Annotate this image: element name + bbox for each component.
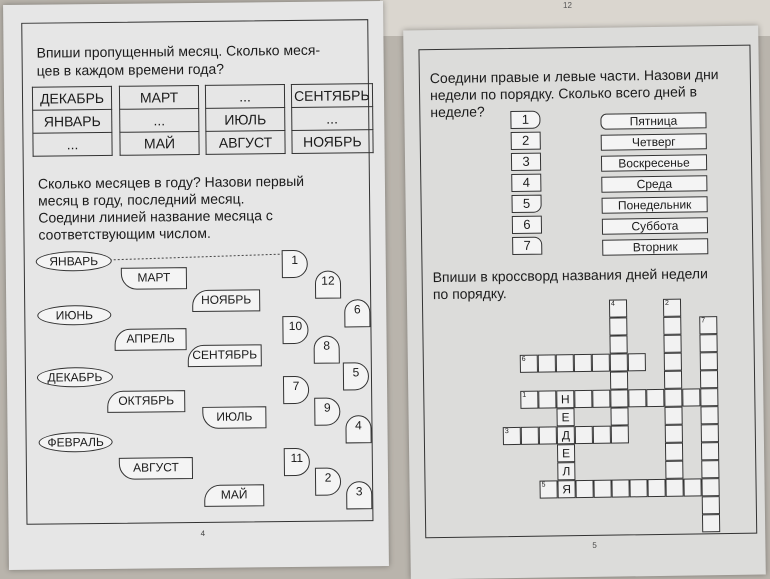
crossword-cell[interactable] xyxy=(682,388,700,406)
number-badge: 4 xyxy=(345,415,371,443)
crossword-cell[interactable] xyxy=(593,480,611,498)
month-label-tab: ОКТЯБРЬ xyxy=(107,390,185,413)
crossword-number: 2 xyxy=(664,299,669,307)
month-label-tab: АПРЕЛЬ xyxy=(114,328,186,351)
crossword-cell[interactable] xyxy=(665,461,683,479)
day-number-piece: 2 xyxy=(511,132,541,150)
day-name-piece: Четверг xyxy=(601,133,707,150)
crossword-cell[interactable] xyxy=(663,317,681,335)
crossword-cell[interactable] xyxy=(628,353,646,371)
month-label-tab: СЕНТЯБРЬ xyxy=(188,344,262,367)
crossword-cell[interactable] xyxy=(574,354,592,372)
rtask1-line3: неделе? xyxy=(430,103,485,121)
rtask1-line2: недели по порядку. Сколько всего дней в xyxy=(429,83,698,104)
table-cell: ДЕКАБРЬ xyxy=(32,86,111,110)
crossword-cell[interactable] xyxy=(593,426,611,444)
crossword-cell[interactable] xyxy=(665,443,683,461)
day-name-piece: Среда xyxy=(601,175,707,192)
number-badge: 11 xyxy=(284,448,310,476)
number-badge: 3 xyxy=(346,481,372,509)
crossword-cell[interactable] xyxy=(702,496,720,514)
crossword-cell[interactable]: Д xyxy=(557,426,575,444)
day-number-piece: 3 xyxy=(511,153,541,171)
crossword-cell[interactable] xyxy=(629,479,647,497)
crossword-cell[interactable] xyxy=(647,479,665,497)
day-name-piece: Вторник xyxy=(602,238,708,255)
crossword-cell[interactable] xyxy=(574,390,592,408)
month-label-oval: ФЕВРАЛЬ xyxy=(39,432,113,453)
crossword-cell[interactable] xyxy=(575,480,593,498)
table-cell: ... xyxy=(120,108,199,132)
number-badge: 9 xyxy=(314,397,340,425)
crossword-cell[interactable] xyxy=(609,317,627,335)
crossword-number: 4 xyxy=(610,300,615,308)
crossword-cell[interactable] xyxy=(538,390,556,408)
table-cell: АВГУСТ xyxy=(206,131,285,155)
crossword-cell[interactable] xyxy=(665,479,683,497)
month-label-tab: МАРТ xyxy=(121,267,187,290)
crossword-cell[interactable] xyxy=(592,390,610,408)
number-badge: 5 xyxy=(343,362,369,390)
crossword-cell[interactable]: Л xyxy=(557,462,575,480)
crossword-cell[interactable] xyxy=(700,406,718,424)
table-cell: МАЙ xyxy=(120,131,199,155)
task2-line4: соответствующим числом. xyxy=(38,224,211,243)
table-cell: ЯНВАРЬ xyxy=(33,109,112,133)
crossword-cell[interactable] xyxy=(700,388,718,406)
crossword-cell[interactable] xyxy=(628,389,646,407)
month-label-oval: ДЕКАБРЬ xyxy=(37,367,113,388)
table-cell: МАРТ xyxy=(119,85,198,109)
crossword-cell[interactable] xyxy=(665,425,683,443)
crossword-cell[interactable] xyxy=(646,389,664,407)
month-label-tab: НОЯБРЬ xyxy=(192,289,260,312)
task1-line1: Впиши пропущенный месяц. Сколько меся- xyxy=(36,41,321,61)
crossword-cell[interactable] xyxy=(610,407,628,425)
number-badge: 2 xyxy=(315,467,341,495)
day-name-piece: Пятница xyxy=(600,112,706,129)
day-number-piece: 4 xyxy=(511,174,541,192)
crossword-cell[interactable] xyxy=(539,426,557,444)
crossword-cell[interactable] xyxy=(521,427,539,445)
month-label-tab: ИЮЛЬ xyxy=(202,406,266,429)
month-label-tab: МАЙ xyxy=(204,484,264,507)
crossword-number: 5 xyxy=(541,481,546,489)
crossword-cell[interactable] xyxy=(700,370,718,388)
day-number-piece: 7 xyxy=(512,237,542,255)
left-page xyxy=(3,1,389,570)
number-badge: 10 xyxy=(282,316,308,344)
crossword-cell[interactable] xyxy=(610,353,628,371)
task2-line3: Соедини линией название месяца с xyxy=(38,207,273,226)
crossword-cell[interactable] xyxy=(701,478,719,496)
number-badge: 7 xyxy=(283,376,309,404)
number-badge: 12 xyxy=(315,270,341,298)
right-page-number: 5 xyxy=(592,540,597,550)
crossword-cell[interactable] xyxy=(701,424,719,442)
crossword-cell[interactable]: Я xyxy=(557,480,575,498)
table-cell: НОЯБРЬ xyxy=(292,130,373,154)
top-page-number: 12 xyxy=(563,1,572,10)
crossword-number: 7 xyxy=(701,317,706,325)
day-name-piece: Воскресенье xyxy=(601,154,707,171)
rtask1-line1: Соедини правые и левые части. Назови дни xyxy=(429,66,719,87)
right-page xyxy=(403,26,766,579)
crossword-cell[interactable] xyxy=(611,425,629,443)
table-cell: ... xyxy=(292,107,373,131)
crossword-cell[interactable] xyxy=(700,352,718,370)
month-label-oval: ЯНВАРЬ xyxy=(36,251,112,272)
crossword-cell[interactable] xyxy=(609,335,627,353)
crossword-cell[interactable] xyxy=(701,460,719,478)
crossword-number: 1 xyxy=(522,391,527,399)
day-number-piece: 1 xyxy=(510,111,540,129)
number-badge: 1 xyxy=(282,250,308,278)
number-badge: 6 xyxy=(344,299,370,327)
left-page-number: 4 xyxy=(200,528,206,538)
crossword-cell[interactable] xyxy=(701,442,719,460)
crossword-cell[interactable]: Н xyxy=(556,390,574,408)
task2-line2: месяц в году, последний месяц. xyxy=(38,190,245,209)
crossword-cell[interactable] xyxy=(699,334,717,352)
crossword-cell[interactable] xyxy=(664,389,682,407)
crossword-cell[interactable] xyxy=(610,389,628,407)
crossword-cell[interactable] xyxy=(663,335,681,353)
rtask2-line1: Впиши в кроссворд названия дней недели xyxy=(432,265,708,286)
crossword-number: 3 xyxy=(504,428,509,436)
crossword-cell[interactable] xyxy=(702,514,720,532)
crossword-cell[interactable] xyxy=(575,426,593,444)
table-cell: ... xyxy=(205,85,284,109)
crossword-cell[interactable] xyxy=(664,353,682,371)
crossword-cell[interactable] xyxy=(611,479,629,497)
crossword-cell[interactable]: Е xyxy=(556,408,574,426)
crossword-cell[interactable] xyxy=(538,354,556,372)
number-badge: 8 xyxy=(314,335,340,363)
table-cell: ИЮЛЬ xyxy=(206,108,285,132)
crossword-cell[interactable] xyxy=(592,354,610,372)
task2-line1: Сколько месяцев в году? Назови первый xyxy=(37,172,305,192)
table-cell: СЕНТЯБРЬ xyxy=(291,84,372,108)
day-name-piece: Понедельник xyxy=(602,196,708,213)
crossword-cell[interactable] xyxy=(556,354,574,372)
crossword-number: 6 xyxy=(521,355,526,363)
day-number-piece: 6 xyxy=(512,216,542,234)
month-label-tab: АВГУСТ xyxy=(119,457,193,480)
day-name-piece: Суббота xyxy=(602,217,708,234)
crossword-cell[interactable]: Е xyxy=(557,444,575,462)
day-number-piece: 5 xyxy=(511,195,541,213)
table-cell: ... xyxy=(33,132,112,156)
task1-line2: цев в каждом времени года? xyxy=(36,60,225,79)
crossword-cell[interactable] xyxy=(610,371,628,389)
crossword-cell[interactable] xyxy=(664,371,682,389)
crossword-cell[interactable] xyxy=(664,407,682,425)
rtask2-line2: по порядку. xyxy=(432,285,507,303)
crossword-cell[interactable] xyxy=(683,478,701,496)
month-label-oval: ИЮНЬ xyxy=(37,305,111,326)
